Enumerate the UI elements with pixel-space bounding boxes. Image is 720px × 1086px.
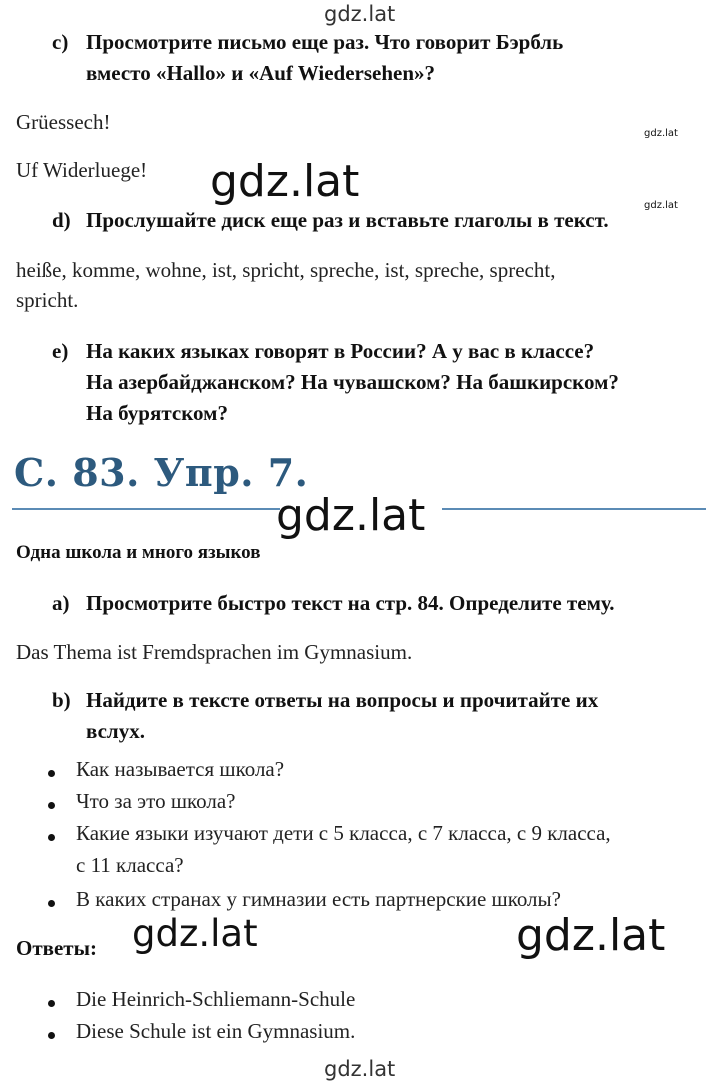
- answer-d-line-2: spricht.: [16, 288, 79, 312]
- question-item-4: В каких странах у гимназии есть партнерские школы?: [76, 887, 561, 911]
- watermark-top: gdz.lat: [324, 2, 396, 26]
- question-item-1: Как называется школа?: [76, 757, 285, 781]
- task-e-label: e): [52, 339, 69, 363]
- watermark-large-heading: gdz.lat: [276, 490, 426, 541]
- watermark-bottom: gdz.lat: [324, 1057, 396, 1081]
- answer-c-line-2: Uf Widerluege!: [16, 158, 148, 182]
- watermark-small-2: gdz.lat: [644, 200, 678, 211]
- task-d-label: d): [52, 208, 71, 232]
- answer-a: Das Thema ist Fremdsprachen im Gymnasium.: [16, 640, 413, 664]
- question-item-2: Что за это школа?: [76, 789, 236, 813]
- watermark-mid-left: gdz.lat: [132, 912, 258, 955]
- heading-rule-left: [12, 508, 280, 510]
- task-a-line-1: Просмотрите быстро текст на стр. 84. Определите тему.: [86, 591, 615, 615]
- task-c: [52, 27, 712, 89]
- task-c-line-1: Просмотрите письмо еще раз. Что говорит Бэрбль: [86, 30, 564, 54]
- watermark-large-right: gdz.lat: [516, 910, 666, 961]
- task-b-line-2: вслух.: [86, 719, 145, 743]
- task-e: [52, 336, 712, 429]
- task-c-label: c): [52, 30, 69, 54]
- question-item-3-line-2: с 11 класса?: [76, 853, 184, 877]
- task-e-line-2: На азербайджанском? На чувашском? На башкирском?: [86, 370, 619, 394]
- task-b-line-1: Найдите в тексте ответы на вопросы и прочитайте их: [86, 688, 599, 712]
- bullet: [48, 1000, 55, 1007]
- task-b: [52, 685, 712, 747]
- question-item-3-line-1: Какие языки изучают дети с 5 класса, с 7 класса, с 9 класса,: [76, 821, 611, 845]
- watermark-large-1: gdz.lat: [210, 156, 360, 207]
- task-d: [52, 205, 712, 236]
- bullet: [48, 1032, 55, 1039]
- task-e-line-1: На каких языках говорят в России? А у вас в классе?: [86, 339, 595, 363]
- heading-rule-right: [442, 508, 706, 510]
- watermark-small-1: gdz.lat: [644, 128, 678, 139]
- task-e-line-3: На бурятском?: [86, 401, 228, 425]
- task-a-label: a): [52, 591, 70, 615]
- bullet: [48, 802, 55, 809]
- answer-d-line-1: heiße, komme, wohne, ist, spricht, spreche, ist, spreche, sprecht,: [16, 258, 556, 282]
- task-d-line-1: Прослушайте диск еще раз и вставьте глаголы в текст.: [86, 208, 609, 232]
- bullet: [48, 900, 55, 907]
- section-subtitle: Одна школа и много языков: [16, 542, 261, 563]
- bullet: [48, 834, 55, 841]
- task-c-line-2: вместо «Hallo» и «Auf Wiedersehen»?: [86, 61, 436, 85]
- section-heading: С. 83. Упр. 7.: [14, 450, 309, 495]
- bullet: [48, 770, 55, 777]
- task-a: [52, 588, 712, 619]
- task-b-label: b): [52, 688, 71, 712]
- answer-c-line-1: Grüessech!: [16, 110, 111, 134]
- answer-b-item-2: Diese Schule ist ein Gymnasium.: [76, 1019, 356, 1043]
- answer-b-item-1: Die Heinrich-Schliemann-Schule: [76, 987, 356, 1011]
- answers-label: Ответы:: [16, 936, 98, 960]
